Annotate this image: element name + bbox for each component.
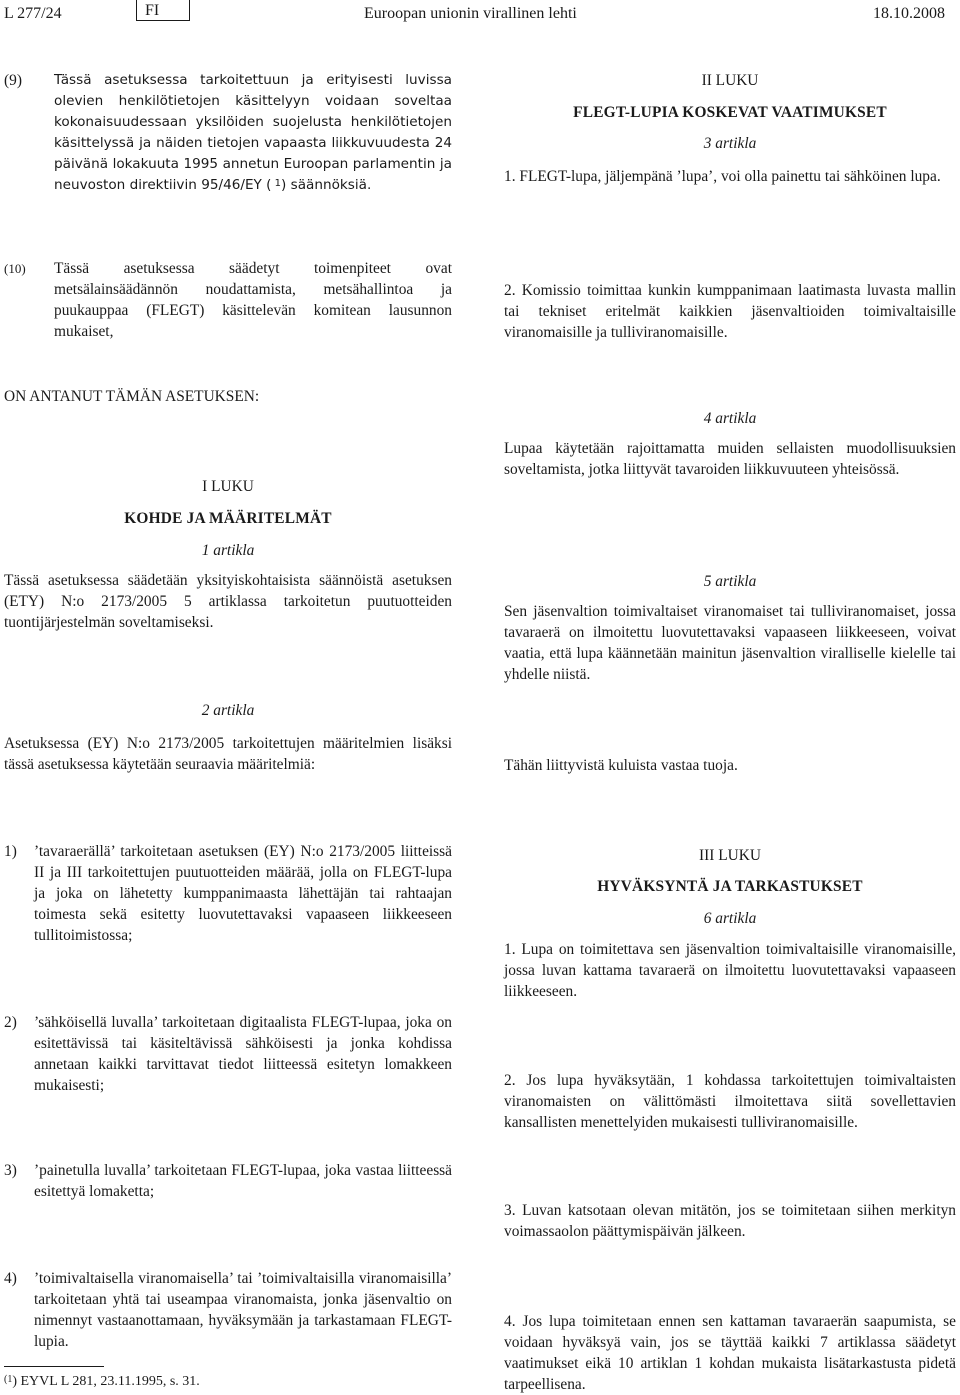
- definition-number: 3): [4, 1162, 17, 1179]
- definition-number: 4): [4, 1270, 17, 1287]
- footnote-separator: [4, 1366, 104, 1367]
- recital-10: [4, 258, 452, 342]
- definition-item: [4, 1012, 452, 1096]
- enacting-formula: ON ANTANUT TÄMÄN ASETUKSEN:: [4, 388, 260, 405]
- article-6-para-4: 4. Jos lupa toimitetaan ennen sen kattaman tavaraerän saapumista, se voidaan hyväksyä vain, jos se täyttää kaikki 7 artiklassa säädetyt vaatimukset eikä 10 artiklan 1 kohdan mukaista lisätarkastusta pidetä tarpeellisena.: [504, 1313, 956, 1393]
- recital-text: Tässä asetuksessa tarkoitettuun ja erityisesti luvissa olevien henkilötietojen käsittelyyn voidaan soveltaa kokonaisuudessaan yksilöiden suojelusta henkilötietojen käsittelyssä ja näiden tietojen vapaasta liikkuvuudesta 24 päivänä lokakuuta 1995 annetun Euroopan parlamentin ja neuvoston direktiivin 95/46/EY ( $^1$) säännöksiä.: [54, 72, 452, 193]
- page-header: [0, 0, 960, 26]
- article-3-para-1: 1. FLEGT-lupa, jäljempänä ’lupa’, voi olla painettu tai sähköinen lupa.: [504, 168, 941, 185]
- definition-item: [4, 1160, 452, 1202]
- journal-title: Euroopan unionin virallinen lehti: [364, 5, 577, 22]
- article-4-text: Lupaa käytetään rajoittamatta muiden sellaisten muodollisuuksien soveltamista, jotka liittyvät tavaroiden liikkuvuuteen yhteisössä.: [504, 440, 956, 478]
- article-2-label: 2 artikla: [201, 702, 255, 719]
- recital-number: (9): [4, 72, 22, 89]
- definition-number: 2): [4, 1014, 17, 1031]
- article-6-para-3: 3. Luvan katsotaan olevan mitätön, jos se toimitetaan siihen merkityn voimassaolon päättymispäivän jälkeen.: [504, 1202, 956, 1240]
- chapter-3-label: III LUKU: [699, 847, 761, 864]
- article-5-para-1: Sen jäsenvaltion toimivaltaiset viranomaiset tai tulliviranomaiset, jossa tavaraerä on ilmoitettu luovutettavaksi vapaaseen liikkeeseen, voivat vaatia, että lupa käännetään mainitun jäsenvaltion viralliselle kielelle tai yhdelle niistä.: [504, 603, 956, 683]
- definition-text: ’tavaraerällä’ tarkoitetaan asetuksen (EY) N:o 2173/2005 liitteissä II ja III tarkoitettujen puutuotteiden määrää, jolla on FLEGT-lupa ja joka on lähetetty kumppanimaasta lähettäjän tai rahtaajan toimesta sekä esitetty luovutettavaksi vapaaseen liikkeeseen tullitoimistossa;: [34, 843, 452, 944]
- recital-9: [4, 70, 452, 196]
- article-5-label: 5 artikla: [703, 573, 757, 590]
- definition-number: 1): [4, 843, 17, 860]
- article-6-para-2: 2. Jos lupa hyväksytään, 1 kohdassa tarkoitettujen toimivaltaisten viranomaisten on välittömästi ilmoitettava siitä sovellettavien kansallisten menettelyiden mukaisesti tulliviranomaisille.: [504, 1072, 956, 1131]
- language-code-box: FI: [136, 0, 190, 21]
- article-3-label: 3 artikla: [703, 135, 757, 152]
- chapter-2-label: II LUKU: [701, 72, 759, 89]
- definition-text: ’toimivaltaisella viranomaisella’ tai ’toimivaltaisilla viranomaisilla’ tarkoitetaan yhtä tai useampaa viranomaista, jonka jäsenvaltio on nimennyt vastaanottamaan, hyväksymään ja tarkastamaan FLEGT-lupia.: [34, 1270, 452, 1350]
- article-6-para-1: 1. Lupa on toimitettava sen jäsenvaltion toimivaltaisille viranomaisille, jossa luvan kattama tavaraerä on ilmoitettu luovutettavaksi vapaaseen liikkeeseen.: [504, 941, 956, 1000]
- oj-reference: L 277/24: [4, 5, 62, 22]
- definition-text: ’painetulla luvalla’ tarkoitetaan FLEGT-lupaa, joka vastaa liitteessä esitettyä lomaketta;: [34, 1162, 452, 1200]
- article-6-label: 6 artikla: [703, 910, 757, 927]
- article-4-label: 4 artikla: [703, 410, 757, 427]
- definition-item: [4, 1268, 452, 1352]
- article-5-para-2: Tähän liittyvistä kuluista vastaa tuoja.: [504, 757, 738, 774]
- recital-number: (10): [4, 261, 26, 276]
- chapter-3-title: HYVÄKSYNTÄ JA TARKASTUKSET: [597, 878, 863, 895]
- definition-text: ’sähköisellä luvalla’ tarkoitetaan digitaalista FLEGT-lupaa, joka on esitettävissä tai käsiteltävissä sähköisesti ja jonka kohdissa annetaan kaikki tarvittavat tiedot liitteessä esitetyn lomakkeen mukaisesti;: [34, 1014, 452, 1094]
- chapter-1-title: KOHDE JA MÄÄRITELMÄT: [124, 510, 332, 527]
- chapter-2-title: FLEGT-LUPIA KOSKEVAT VAATIMUKSET: [573, 104, 887, 121]
- article-1-text: Tässä asetuksessa säädetään yksityiskohtaisista säännöistä asetuksen (ETY) N:o 2173/2005 5 artiklassa tarkoitetun puutuotteiden tuontijärjestelmän soveltamiseksi.: [4, 572, 452, 631]
- publication-date: 18.10.2008: [873, 5, 945, 22]
- article-1-label: 1 artikla: [201, 542, 255, 559]
- article-2-intro: Asetuksessa (EY) N:o 2173/2005 tarkoitettujen määritelmien lisäksi tässä asetuksessa käytetään seuraavia määritelmiä:: [4, 735, 452, 773]
- chapter-1-label: I LUKU: [202, 478, 254, 495]
- article-3-para-2: 2. Komissio toimittaa kunkin kumppanimaan laatimasta luvasta mallin tai tekniset eritelmät kaikkien jäsenvaltioiden toimivaltaisille viranomaisille ja tulliviranomaisille.: [504, 282, 956, 341]
- definition-item: [4, 841, 452, 946]
- footnote: $^{(1}$) EYVL L 281, 23.11.1995, s. 31.: [4, 1374, 200, 1389]
- footnote-ref[interactable]: 1: [271, 178, 282, 189]
- recital-text: Tässä asetuksessa säädetyt toimenpiteet ovat metsälainsäädännön noudattamista, metsähallintoa ja puukauppaa (FLEGT) käsittelevän komitean lausunnon mukaiset,: [54, 260, 452, 340]
